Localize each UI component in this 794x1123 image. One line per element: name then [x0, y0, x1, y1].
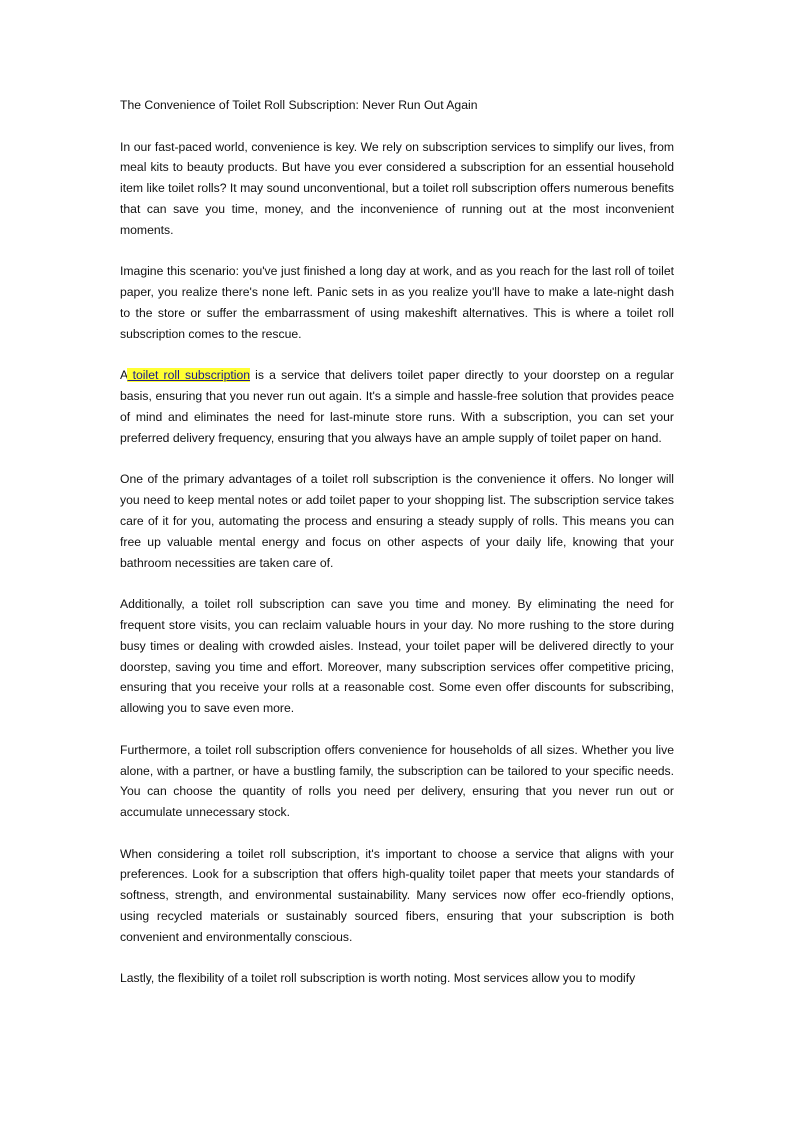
- paragraph-choosing: When considering a toilet roll subscription, it's important to choose a service that aligns with your preferences. Look for a subscription that offers high-quality toilet paper that meets your standards of softness, strength, and environmental sustainability. Many services now offer eco-friendly options, using recycled materials or sustainably sourced fibers, ensuring that your subscription is both convenient and environmentally conscious.: [120, 846, 674, 944]
- document-body: [120, 95, 674, 1010]
- paragraph-households: Furthermore, a toilet roll subscription offers convenience for households of all sizes. Whether you live alone, with a partner, or have a bustling family, the subscription can be tailored to your specific needs. You can choose the quantity of rolls you need per delivery, ensuring that you never run out or accumulate unnecessary stock.: [120, 742, 674, 820]
- paragraph-advantages: One of the primary advantages of a toilet roll subscription is the convenience it offers. No longer will you need to keep mental notes or add toilet paper to your shopping list. The subscription service takes care of it for you, automating the process and ensuring a steady supply of rolls. This means you can free up valuable mental energy and focus on other aspects of your daily life, knowing that your bathroom necessities are taken care of.: [120, 472, 674, 570]
- paragraph-definition-suffix: is a service that delivers toilet paper directly to your doorstep on a regular basis, ensuring that you never run out again. It's a simple and hassle-free solution that provides peace of mind and eliminates the need for last-minute store runs. With a subscription, you can set your preferred delivery frequency, ensuring that you always have an ample supply of toilet paper on hand.: [120, 368, 674, 445]
- paragraph-definition: [120, 365, 674, 448]
- paragraph-scenario: Imagine this scenario: you've just finished a long day at work, and as you reach for the last roll of toilet paper, you realize there's none left. Panic sets in as you realize you'll have to make a late-night dash to the store or suffer the embarrassment of using makeshift alternatives. This is where a toilet roll subscription comes to the rescue.: [120, 264, 674, 341]
- paragraph-time-money: Additionally, a toilet roll subscription can save you time and money. By eliminating the need for frequent store visits, you can reclaim valuable hours in your day. No more rushing to the store during busy times or dealing with crowded aisles. Instead, your toilet paper will be delivered directly to your doorstep, saving you time and effort. Moreover, many subscription services offer competitive pricing, ensuring that you receive your rolls at a reasonable cost. Some even offer discounts for subscribing, allowing you to save even more.: [120, 597, 674, 716]
- document-title: The Convenience of Toilet Roll Subscription: Never Run Out Again: [120, 98, 478, 112]
- toilet-roll-subscription-link[interactable]: toilet roll subscription: [127, 368, 251, 383]
- paragraph-intro: In our fast-paced world, convenience is key. We rely on subscription services to simplify our lives, from meal kits to beauty products. But have you ever considered a subscription for an essential household item like toilet rolls? It may sound unconventional, but a toilet roll subscription offers numerous benefits that can save you time, money, and the inconvenience of running out at the most inconvenient moments.: [120, 139, 674, 237]
- paragraph-flexibility: Lastly, the flexibility of a toilet roll subscription is worth noting. Most services allow you to modify: [120, 971, 636, 986]
- paragraph-definition-prefix: A: [120, 368, 128, 383]
